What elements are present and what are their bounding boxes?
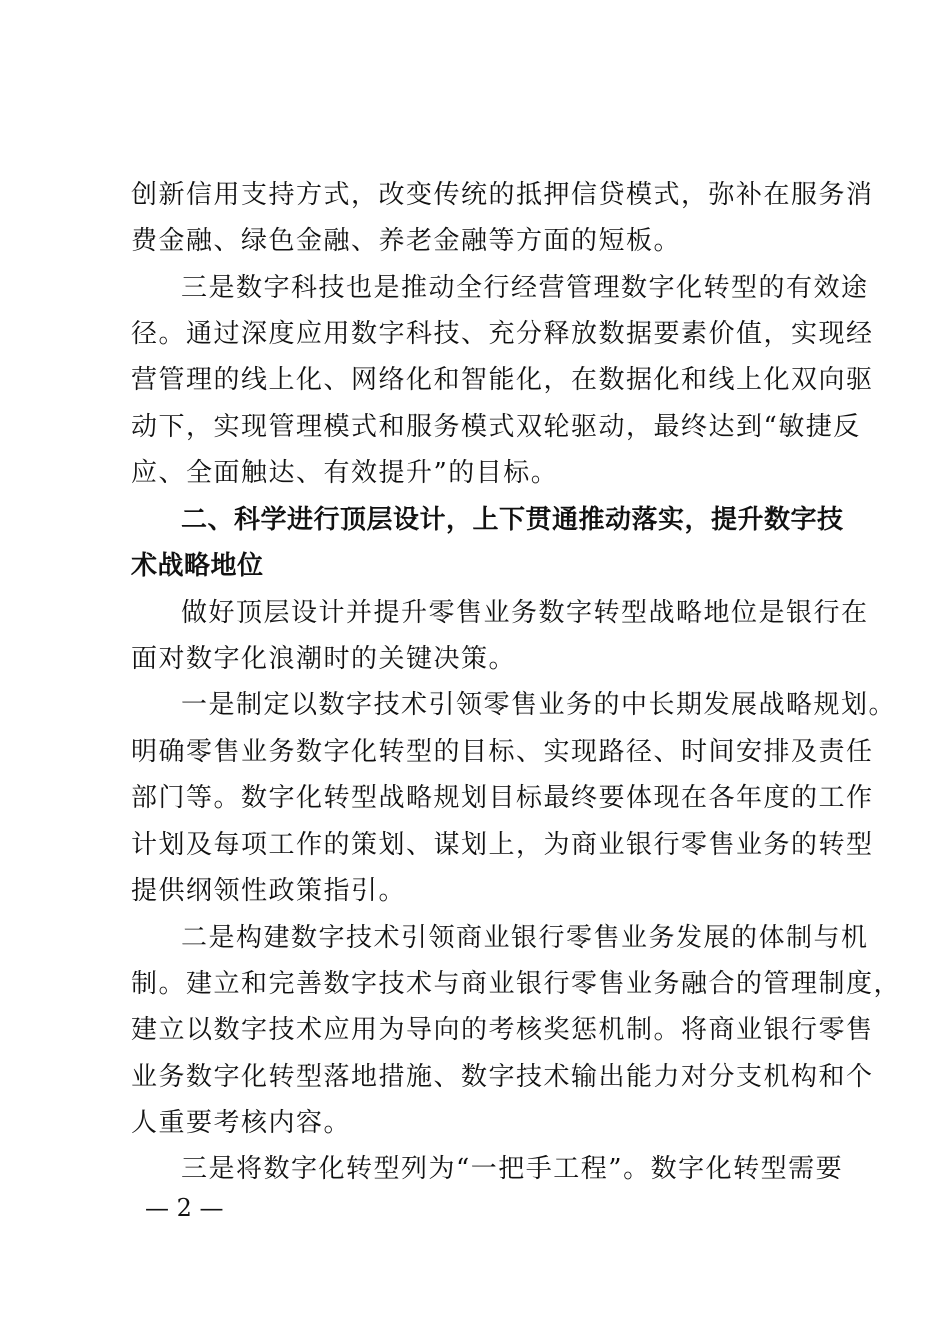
paragraph-line: 三是数字科技也是推动全行经营管理数字化转型的有效途 <box>181 273 869 303</box>
paragraph-line: 费金融、绿色金融、养老金融等方面的短板。 <box>131 226 682 256</box>
paragraph-line: 营管理的线上化、网络化和智能化，在数据化和线上化双向驱 <box>131 365 874 395</box>
paragraph-line: 部门等。数字化转型战略规划目标最终要体现在各年度的工作 <box>131 783 874 813</box>
paragraph-line: 人重要考核内容。 <box>131 1108 352 1138</box>
paragraph-line: 制。建立和完善数字技术与商业银行零售业务融合的管理制度， <box>131 969 902 999</box>
paragraph-line: 三是将数字化转型列为“一把手工程”。数字化转型需要 <box>181 1154 844 1184</box>
paragraph-line: 应、全面触达、有效提升”的目标。 <box>131 458 559 488</box>
paragraph-line: 做好顶层设计并提升零售业务数字转型战略地位是银行在 <box>181 598 869 628</box>
section-heading-line: 术战略地位 <box>131 551 264 581</box>
paragraph-line: 建立以数字技术应用为导向的考核奖惩机制。将商业银行零售 <box>131 1015 874 1045</box>
section-heading-line: 二、科学进行顶层设计，上下贯通推动落实，提升数字技 <box>181 505 844 535</box>
paragraph-line: 明确零售业务数字化转型的目标、实现路径、时间安排及责任 <box>131 737 874 767</box>
paragraph-line: 提供纲领性政策指引。 <box>131 876 407 906</box>
paragraph-line: 面对数字化浪潮时的关键决策。 <box>131 644 517 674</box>
paragraph-line: 二是构建数字技术引领商业银行零售业务发展的体制与机 <box>181 923 869 953</box>
paragraph-line: 计划及每项工作的策划、谋划上，为商业银行零售业务的转型 <box>131 830 874 860</box>
paragraph-line: 一是制定以数字技术引领零售业务的中长期发展战略规划。 <box>181 690 897 720</box>
paragraph-line: 创新信用支持方式，改变传统的抵押信贷模式，弥补在服务消 <box>131 180 874 210</box>
paragraph-line: 业务数字化转型落地措施、数字技术输出能力对分支机构和个 <box>131 1062 874 1092</box>
paragraph-line: 动下，实现管理模式和服务模式双轮驱动，最终达到“敏捷反 <box>131 412 861 442</box>
paragraph-line: 径。通过深度应用数字科技、充分释放数据要素价值，实现经 <box>131 319 874 349</box>
page-number: — 2 — <box>145 1194 224 1222</box>
